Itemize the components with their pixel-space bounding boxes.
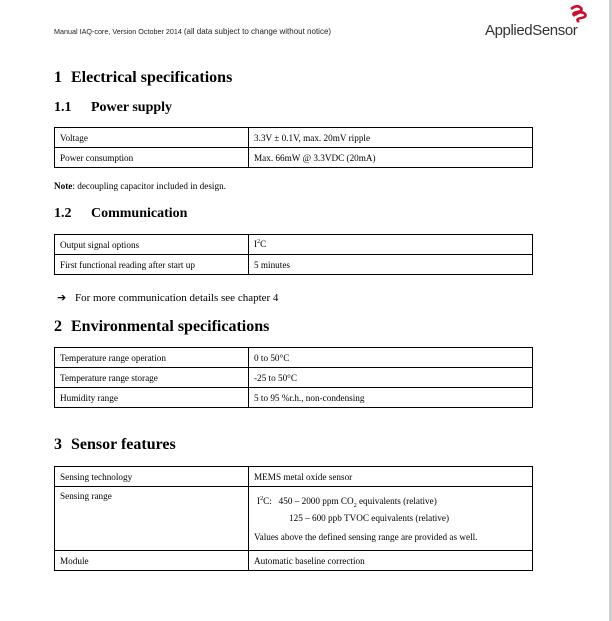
- table-row: [55, 388, 533, 408]
- table-row: [55, 128, 533, 148]
- table-cell-label: Sensing technology: [55, 467, 249, 487]
- section-1-heading: 1 Electrical specifications: [54, 69, 233, 86]
- header-disclaimer: (all data subject to change without notice): [183, 27, 332, 36]
- table-row: [55, 551, 533, 571]
- appliedsensor-logo: [485, 4, 595, 44]
- document-header: [54, 27, 331, 36]
- power-supply-table: [54, 127, 533, 168]
- section-3-heading: 3 Sensor features: [54, 436, 176, 453]
- section-2-heading: 2 Environmental specifications: [54, 318, 270, 335]
- section-1-2-heading: 1.2 Communication: [54, 206, 188, 221]
- table-cell-label: Voltage: [55, 128, 249, 148]
- communication-table: [54, 234, 533, 275]
- table-row: [55, 148, 533, 168]
- table-row: [55, 487, 533, 551]
- sensor-features-table: [54, 466, 533, 571]
- table-cell-value: -25 to 50°C: [249, 368, 533, 388]
- table-row: [55, 255, 533, 275]
- logo-mark-icon: [567, 4, 589, 26]
- table-cell-label: Sensing range: [55, 487, 249, 551]
- chapter-reference: [57, 291, 278, 304]
- arrow-right-icon: ➔: [57, 291, 67, 304]
- table-row: [55, 235, 533, 255]
- environmental-table: [54, 347, 533, 408]
- range-co2-line: $I^2C$: 450 – 2000 ppm $CO_2$ equivalents (relative): [257, 496, 437, 509]
- table-row: [55, 368, 533, 388]
- table-cell-value: 5 minutes: [249, 255, 533, 275]
- logo-text: AppliedSensor: [485, 22, 578, 39]
- range-note-line: Values above the defined sensing range are provided as well.: [254, 532, 478, 542]
- table-cell-label: Output signal options: [55, 235, 249, 255]
- sensing-range-cell: [249, 487, 533, 551]
- header-version: Manual IAQ-core, Version October 2014: [54, 27, 182, 36]
- table-cell-label: Power consumption: [55, 148, 249, 168]
- table-cell-value: $I^2C$: [249, 235, 533, 255]
- table-cell-label: Module: [55, 551, 249, 571]
- table-row: [55, 467, 533, 487]
- table-cell-value: Max. 66mW @ 3.3VDC (20mA): [249, 148, 533, 168]
- table-cell-value: 3.3V ± 0.1V, max. 20mV ripple: [249, 128, 533, 148]
- table-cell-label: Humidity range: [55, 388, 249, 408]
- table-cell-value: Automatic baseline correction: [249, 551, 533, 571]
- range-tvoc-line: 125 – 600 ppb TVOC equivalents (relative): [289, 513, 450, 523]
- section-1-1-heading: 1.1 Power supply: [54, 100, 173, 115]
- table-cell-value: MEMS metal oxide sensor: [249, 467, 533, 487]
- table-cell-label: Temperature range storage: [55, 368, 249, 388]
- table-row: [55, 348, 533, 368]
- table-cell-value: 5 to 95 %r.h., non-condensing: [249, 388, 533, 408]
- power-note: Note: decoupling capacitor included in design.: [54, 181, 226, 191]
- table-cell-value: 0 to 50°C: [249, 348, 533, 368]
- table-cell-label: Temperature range operation: [55, 348, 249, 368]
- chapter-reference-text: For more communication details see chapter 4: [75, 292, 279, 304]
- table-cell-label: First functional reading after start up: [55, 255, 249, 275]
